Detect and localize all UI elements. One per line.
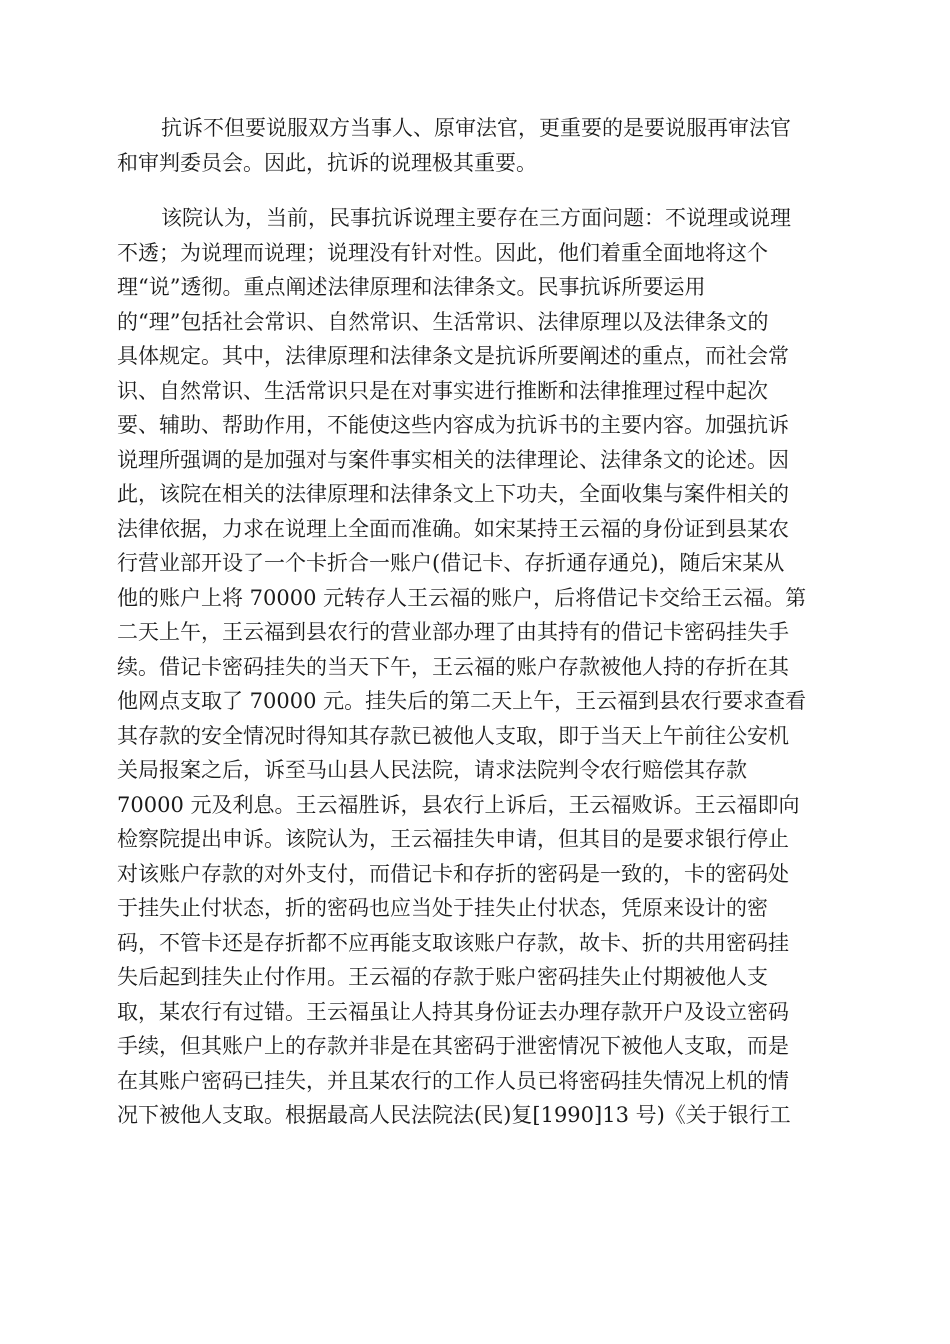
- text-line: 况下被他人支取。根据最高人民法院法(民)复[1990]13 号)《关于银行工: [117, 1103, 791, 1127]
- text-line: 识、自然常识、生活常识只是在对事实进行推断和法律推理过程中起次: [117, 378, 768, 403]
- text-line: 手续，但其账户上的存款并非是在其密码于泄密情况下被他人支取，而是: [117, 1034, 789, 1058]
- text-line: 取，某农行有过错。王云福虽让人持其身份证去办理存款开户及设立密码: [117, 999, 789, 1024]
- text-line: 续。借记卡密码挂失的当天下午，王云福的账户存款被他人持的存折在其: [117, 654, 789, 679]
- text-line: 说理所强调的是加强对与案件事实相关的法律理论、法律条文的论述。因: [117, 447, 789, 472]
- text-line: 失后起到挂失止付作用。王云福的存款于账户密码挂失止付期被他人支: [117, 965, 768, 989]
- text-line: 检察院提出申诉。该院认为，王云福挂失申请，但其目的是要求银行停止: [117, 827, 789, 851]
- text-line: 对该账户存款的对外支付，而借记卡和存折的密码是一致的，卡的密码处: [117, 861, 789, 886]
- text-line: 此，该院在相关的法律原理和法律条文上下功夫，全面收集与案件相关的: [117, 482, 789, 506]
- text-line: 他的账户上将 70000 元转存人王云福的账户，后将借记卡交给王云福。第: [117, 585, 807, 610]
- paragraph-1: [117, 111, 837, 180]
- text-line: 和审判委员会。因此，抗诉的说理极其重要。: [117, 150, 537, 175]
- text-line: 行营业部开设了一个卡折合一账户(借记卡、存折通存通兑)，随后宋某从: [117, 551, 785, 575]
- text-line: 二天上午，王云福到县农行的营业部办理了由其持有的借记卡密码挂失手: [117, 620, 789, 644]
- text-line: 该院认为，当前，民事抗诉说理主要存在三方面问题：不说理或说理: [161, 206, 791, 230]
- text-line: 不透；为说理而说理；说理没有针对性。因此，他们着重全面地将这个: [117, 240, 768, 265]
- text-line: 在其账户密码已挂失，并且某农行的工作人员已将密码挂失情况上机的情: [117, 1068, 789, 1093]
- text-line: 于挂失止付状态，折的密码也应当处于挂失止付状态，凭原来设计的密: [117, 896, 768, 920]
- text-line: 码，不管卡还是存折都不应再能支取该账户存款，故卡、折的共用密码挂: [117, 930, 789, 955]
- text-line: 法律依据，力求在说理上全面而准确。如宋某持王云福的身份证到县某农: [117, 516, 789, 541]
- text-line: 关局报案之后，诉至马山县人民法院，请求法院判令农行赔偿其存款: [117, 758, 747, 782]
- text-line: 他网点支取了 70000 元。挂失后的第二天上午，王云福到县农行要求查看: [117, 689, 807, 713]
- text-line: 要、辅助、帮助作用，不能使这些内容成为抗诉书的主要内容。加强抗诉: [117, 413, 789, 437]
- text-line: 其存款的安全情况时得知其存款已被他人支取，即于当天上午前往公安机: [117, 723, 789, 748]
- text-line: 抗诉不但要说服双方当事人、原审法官，更重要的是要说服再审法官: [161, 116, 791, 140]
- text-line: 具体规定。其中，法律原理和法律条文是抗诉所要阐述的重点，而社会常: [117, 344, 789, 368]
- text-line: 的“理”包括社会常识、自然常识、生活常识、法律原理以及法律条文的: [117, 309, 769, 334]
- text-line: 70000 元及利息。王云福胜诉，县农行上诉后，王云福败诉。王云福即向: [117, 792, 800, 817]
- paragraph-2: [117, 201, 837, 1133]
- text-line: 理“说”透彻。重点阐述法律原理和法律条文。民事抗诉所要运用: [117, 275, 706, 299]
